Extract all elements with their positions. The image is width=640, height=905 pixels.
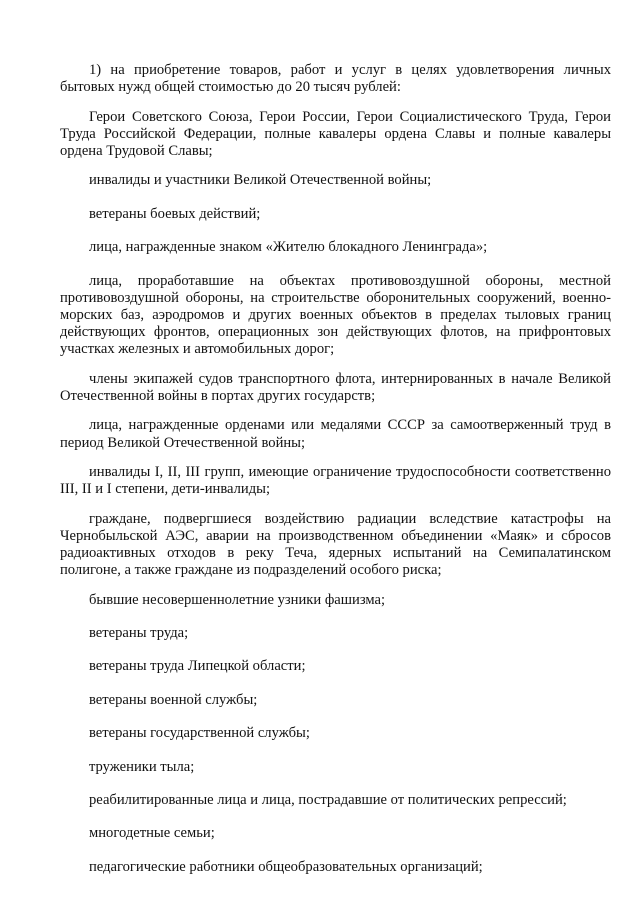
paragraph-home-front-workers: труженики тыла; (89, 758, 195, 775)
paragraph-teachers: педагогические работники общеобразовательных организаций; (89, 858, 483, 875)
paragraph-combat-veterans: ветераны боевых действий; (89, 205, 261, 222)
paragraph-military-veterans: ветераны военной службы; (89, 691, 258, 708)
paragraph-civil-service-veterans: ветераны государственной службы; (89, 725, 310, 742)
paragraph-disabled-groups: инвалиды I, II, III групп, имеющие ограничение трудоспособности соответственно III, II и I степени, дети-инвалиды; (60, 463, 611, 498)
paragraph-war-invalids: инвалиды и участники Великой Отечественной войны; (89, 172, 432, 189)
paragraph-ussr-awards: лица, награжденные орденами или медалями СССР за самоотверженный труд в период Великой Отечественной войны; (60, 417, 611, 451)
paragraph-large-families: многодетные семьи; (89, 825, 215, 842)
paragraph-fascism-prisoners: бывшие несовершеннолетние узники фашизма; (89, 591, 386, 608)
paragraph-radiation-victims: граждане, подвергшиеся воздействию радиации вследствие катастрофы на Чернобыльской АЭС, аварии на производственном объединении «Маяк» и сбросов радиоактивных отходов в реку Теча, ядерных испытаний на Семипалатинском полигоне, а также граждане из подразделений особого риска; (60, 510, 611, 579)
paragraph-purchase-goods: 1) на приобретение товаров, работ и услуг в целях удовлетворения личных бытовых нужд общей стоимостью до 20 тысяч рублей: (60, 62, 611, 96)
paragraph-ship-crews: члены экипажей судов транспортного флота, интернированных в начале Великой Отечественной войны в портах других государств; (60, 370, 611, 404)
paragraph-leningrad-badge: лица, награжденные знаком «Жителю блокадного Ленинграда»; (89, 239, 488, 256)
document-page (60, 62, 611, 892)
paragraph-air-defense-workers: лица, проработавшие на объектах противовоздушной обороны, местной противовоздушной обороны, на строительстве оборонительных сооружений, военно-морских баз, аэродромов и других военных объектов в пределах тыловых границ действующих фронтов, операционных зон действующих флотов, на прифронтовых участках железных и автомобильных дорог; (60, 272, 611, 358)
paragraph-rehabilitated-persons: реабилитированные лица и лица, пострадавшие от политических репрессий; (89, 791, 567, 808)
paragraph-heroes: Герои Советского Союза, Герои России, Герои Социалистического Труда, Герои Труда Российской Федерации, полные кавалеры ордена Славы и полные кавалеры ордена Трудовой Славы; (60, 108, 611, 159)
paragraph-lipetsk-labor-veterans: ветераны труда Липецкой области; (89, 658, 306, 675)
paragraph-labor-veterans: ветераны труда; (89, 624, 189, 641)
